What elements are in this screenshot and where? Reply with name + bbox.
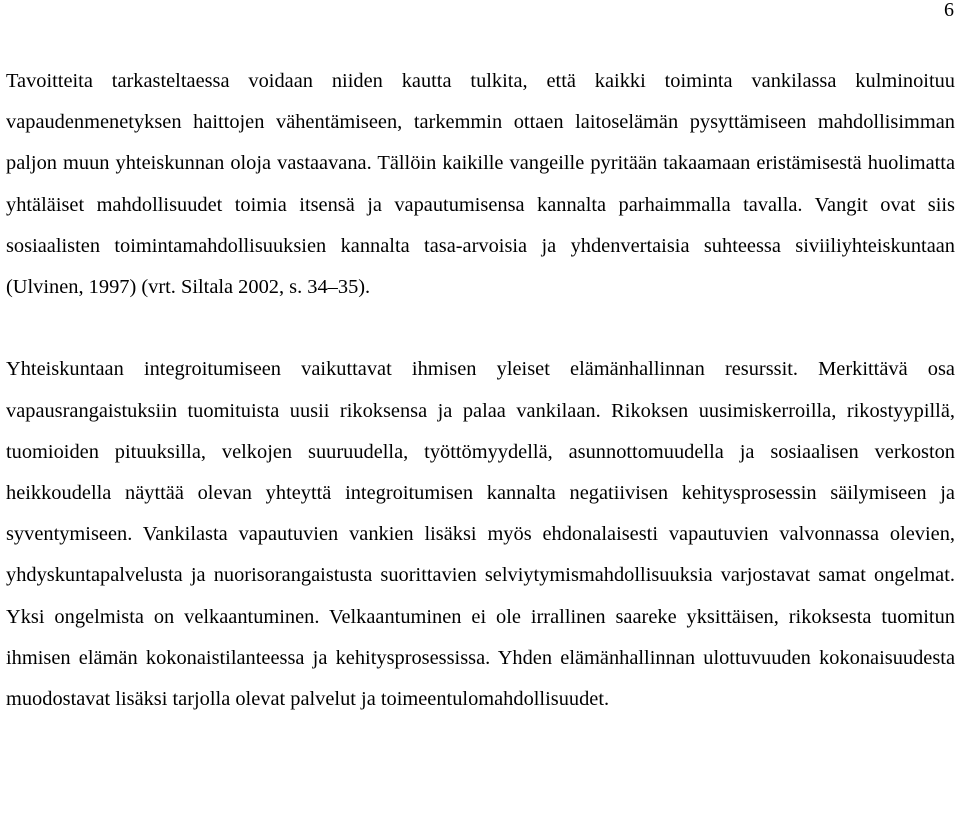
document-body [6,61,955,720]
page-number: 6 [944,0,954,21]
paragraph-integration: Yhteiskuntaan integroitumiseen vaikuttavat ihmisen yleiset elämänhallinnan resurssit. Merkittävä osa vapausrangaistuksiin tuomituista uusii rikoksensa ja palaa vankilaan. Rikoksen uusimiskerroilla, rikostyypillä, tuomioiden pituuksilla, velkojen suuruudella, työttömyydellä, asunnottomuudella ja sosiaalisen verkoston heikkoudella näyttää olevan yhteyttä integroitumisen kannalta negatiivisen kehitysprosessin säilymiseen ja syventymiseen. Vankilasta vapautuvien vankien lisäksi myös ehdonalaisesti vapautuvien valvonnassa olevien, yhdyskuntapalvelusta ja nuorisorangaistusta suorittavien selviytymismahdollisuuksia varjostavat samat ongelmat. Yksi ongelmista on velkaantuminen. Velkaantuminen ei ole irrallinen saareke yksittäisen, rikoksesta tuomitun ihmisen elämän kokonaistilanteessa ja kehitysprosessissa. Yhden elämänhallinnan ulottuvuuden kokonaisuudesta muodostavat lisäksi tarjolla olevat palvelut ja toimeentulomahdollisuudet. [6,358,955,711]
paragraph-goals: Tavoitteita tarkasteltaessa voidaan niiden kautta tulkita, että kaikki toiminta vankilassa kulminoituu vapaudenmenetyksen haittojen vähentämiseen, tarkemmin ottaen laitoselämän pysyttämiseen mahdollisimman paljon muun yhteiskunnan oloja vastaavana. Tällöin kaikille vangeille pyritään takaamaan eristämisestä huolimatta yhtäläiset mahdollisuudet toimia itsensä ja vapautumisensa kannalta parhaimmalla tavalla. Vangit ovat siis sosiaalisten toimintamahdollisuuksien kannalta tasa-arvoisia ja yhdenvertaisia suhteessa siviiliyhteiskuntaan (Ulvinen, 1997) (vrt. Siltala 2002, s. 34–35). [6,70,955,299]
